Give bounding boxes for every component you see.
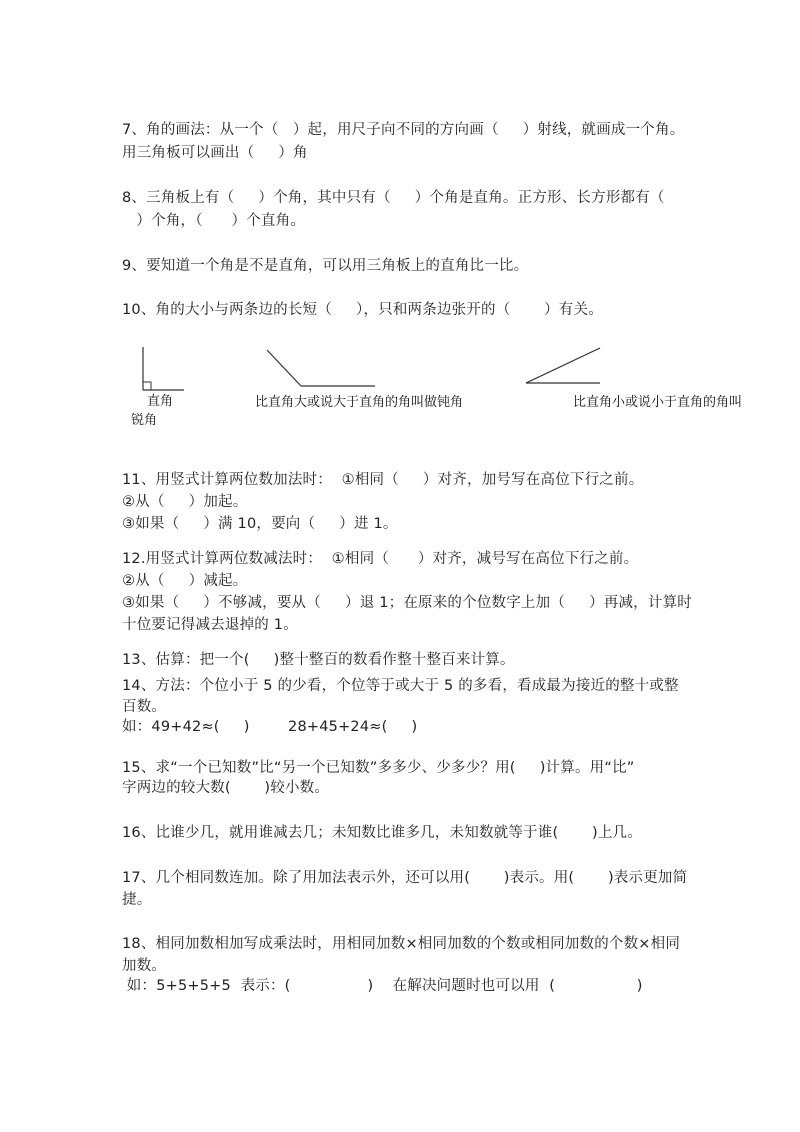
q11-line-3: ③如果（ ）满 10，要向（ ）进 1。 [122, 516, 398, 532]
obtuse-angle-slanted-ray [267, 350, 301, 386]
acute-angle-label: 锐角 [131, 413, 158, 428]
q18-line-2: 加数。 [122, 958, 167, 974]
q9-line-1: 9、要知道一个角是不是直角，可以用三角板上的直角比一比。 [122, 258, 529, 274]
q12-line-2: ②从（ ）减起。 [122, 573, 248, 589]
acute-angle-description: 比直角小或说小于直角的角叫 [573, 395, 743, 410]
q17-line-1: 17、几个相同数连加。除了用加法表示外，还可以用( )表示。用( )表示更加简 [122, 870, 688, 886]
right-angle-marker [143, 382, 151, 390]
q18-line-3: 如：5+5+5+5 表示：( ) 在解决问题时也可以用 ( ) [122, 978, 643, 994]
q7-line-1: 7、角的画法：从一个（ ）起，用尺子向不同的方向画（ ）射线，就画成一个角。 [122, 122, 685, 138]
q11-line-1: 11、用竖式计算两位数加法时： ①相同（ ）对齐，加号写在高位下行之前。 [122, 472, 644, 488]
right-angle-label: 直角 [147, 394, 174, 409]
q12-line-1: 12.用竖式计算两位数减法时： ①相同（ ）对齐，减号写在高位下行之前。 [122, 551, 639, 567]
q8-line-2: ）个角，（ ）个直角。 [122, 213, 306, 229]
q14-line-2: 百数。 [122, 699, 167, 715]
q11-line-2: ②从（ ）加起。 [122, 494, 248, 510]
q13-line-1: 13、估算：把一个( )整十整百的数看作整十整百来计算。 [122, 652, 515, 668]
q18-line-1: 18、相同加数相加写成乘法时，用相同加数×相同加数的个数或相同加数的个数×相同 [122, 936, 681, 952]
q15-line-1: 15、求“一个已知数”比“另一个已知数”多多少、少多少？用( )计算。用“比” [122, 760, 635, 776]
q8-line-1: 8、三角板上有（ ）个角，其中只有（ ）个角是直角。正方形、长方形都有（ [122, 190, 665, 206]
q17-line-2: 捷。 [122, 892, 152, 908]
obtuse-angle-description: 比直角大或说大于直角的角叫做钝角 [255, 395, 464, 410]
q14-line-1: 14、方法：个位小于 5 的少看，个位等于或大于 5 的多看，看成最为接近的整十或整 [122, 678, 679, 694]
q15-line-2: 字两边的较大数( )较小数。 [122, 780, 330, 796]
q7-line-2: 用三角板可以画出（ ）角 [122, 145, 308, 161]
q16-line-1: 16、比谁少几，就用谁减去几；未知数比谁多几，未知数就等于谁( )上几。 [122, 825, 642, 841]
q12-line-4: 十位要记得减去退掉的 1。 [122, 617, 298, 633]
acute-angle-slanted-ray [526, 348, 600, 383]
q12-line-3: ③如果（ ）不够减，要从（ ）退 1；在原来的个位数字上加（ ）再减，计算时 [122, 595, 692, 611]
q14-line-3: 如：49+42≈( ) 28+45+24≈( ) [122, 719, 418, 735]
q10-line-1: 10、角的大小与两条边的长短（ ），只和两条边张开的（ ）有关。 [122, 302, 603, 318]
